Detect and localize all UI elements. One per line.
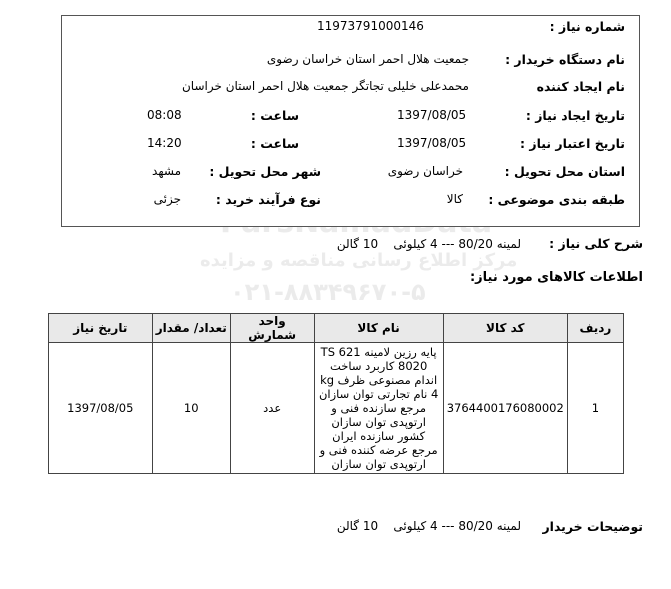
- buyer-org-value: جمعیت هلال احمر استان خراسان رضوی: [266, 52, 469, 66]
- col-header-date: تاریخ نیاز: [49, 314, 153, 343]
- table-row: [49, 343, 624, 474]
- col-header-quantity: تعداد/ مقدار: [152, 314, 230, 343]
- category-value: کالا: [446, 192, 463, 206]
- purchase-process-label: نوع فرآیند خرید :: [215, 192, 321, 207]
- buyer-notes-label: توضیحات خریدار: [542, 519, 643, 534]
- need-info-box: [61, 15, 640, 227]
- cell-name: پایه رزین لامینه TS 621 8020 کاربرد ساخت اندام مصنوعی ظرف kg 4 نام تجارتی توان سازان مرجع سازنده فنی و ارتوپدی توان سازان کشور سازنده ایران مرجع عرضه کننده فنی و ارتوپدی توان سازان: [314, 343, 443, 474]
- delivery-province-value: خراسان رضوی: [387, 164, 463, 178]
- buyer-notes-value: لمینه 80/20 --- 4 کیلوئی 10 گالن: [336, 519, 521, 533]
- created-date-value: 1397/08/05: [397, 108, 467, 122]
- col-header-code: کد کالا: [443, 314, 567, 343]
- goods-section-title: اطلاعات کالاهای مورد نیاز:: [469, 270, 643, 285]
- created-time-label: ساعت :: [250, 108, 299, 123]
- delivery-row: [62, 164, 639, 188]
- created-date-label: تاریخ ایجاد نیاز :: [525, 108, 625, 123]
- need-number-label: شماره نیاز :: [549, 19, 625, 34]
- buyer-org-row: [62, 52, 639, 76]
- purchase-process-value: جزئی: [153, 192, 181, 206]
- created-time-value: 08:08: [147, 108, 182, 122]
- delivery-province-label: استان محل تحویل :: [504, 164, 625, 179]
- delivery-city-value: مشهد: [152, 164, 181, 178]
- creator-label: نام ایجاد کننده: [536, 79, 625, 94]
- general-description-label: شرح کلی نیاز :: [549, 236, 643, 251]
- goods-table-header: [49, 314, 624, 343]
- col-header-name: نام کالا: [314, 314, 443, 343]
- created-date-row: [62, 108, 639, 132]
- validity-date-value: 1397/08/05: [397, 136, 467, 150]
- col-header-row-index: ردیف: [567, 314, 623, 343]
- delivery-city-label: شهر محل تحویل :: [209, 164, 321, 179]
- goods-table: [48, 313, 624, 474]
- cell-code: 3764400176080002: [443, 343, 567, 474]
- creator-value: محمدعلی خلیلی تجاتگر جمعیت هلال احمر استان خراسان: [181, 79, 469, 93]
- cell-quantity: 10: [152, 343, 230, 474]
- validity-time-label: ساعت :: [250, 136, 299, 151]
- need-number-row: [62, 19, 639, 43]
- category-row: [62, 192, 639, 216]
- creator-row: [62, 79, 639, 103]
- category-label: طبقه بندی موضوعی :: [488, 192, 625, 207]
- watermark-line-2: مرکز اطلاع رسانی مناقصه و مزایده: [200, 250, 518, 271]
- col-header-unit: واحد شمارش: [230, 314, 314, 343]
- general-description-value: لمینه 80/20 --- 4 کیلوئی 10 گالن: [336, 237, 521, 251]
- validity-time-value: 14:20: [147, 136, 182, 150]
- validity-date-row: [62, 136, 639, 160]
- validity-date-label: تاریخ اعتبار نیاز :: [520, 136, 625, 151]
- buyer-org-label: نام دستگاه خریدار :: [505, 52, 625, 67]
- need-number-value: 11973791000146: [317, 19, 424, 33]
- cell-unit: عدد: [230, 343, 314, 474]
- cell-row-index: 1: [567, 343, 623, 474]
- watermark-line-3: ۰۲۱-۸۸۳۴۹۶۷۰-۵: [230, 278, 426, 306]
- cell-date: 1397/08/05: [49, 343, 153, 474]
